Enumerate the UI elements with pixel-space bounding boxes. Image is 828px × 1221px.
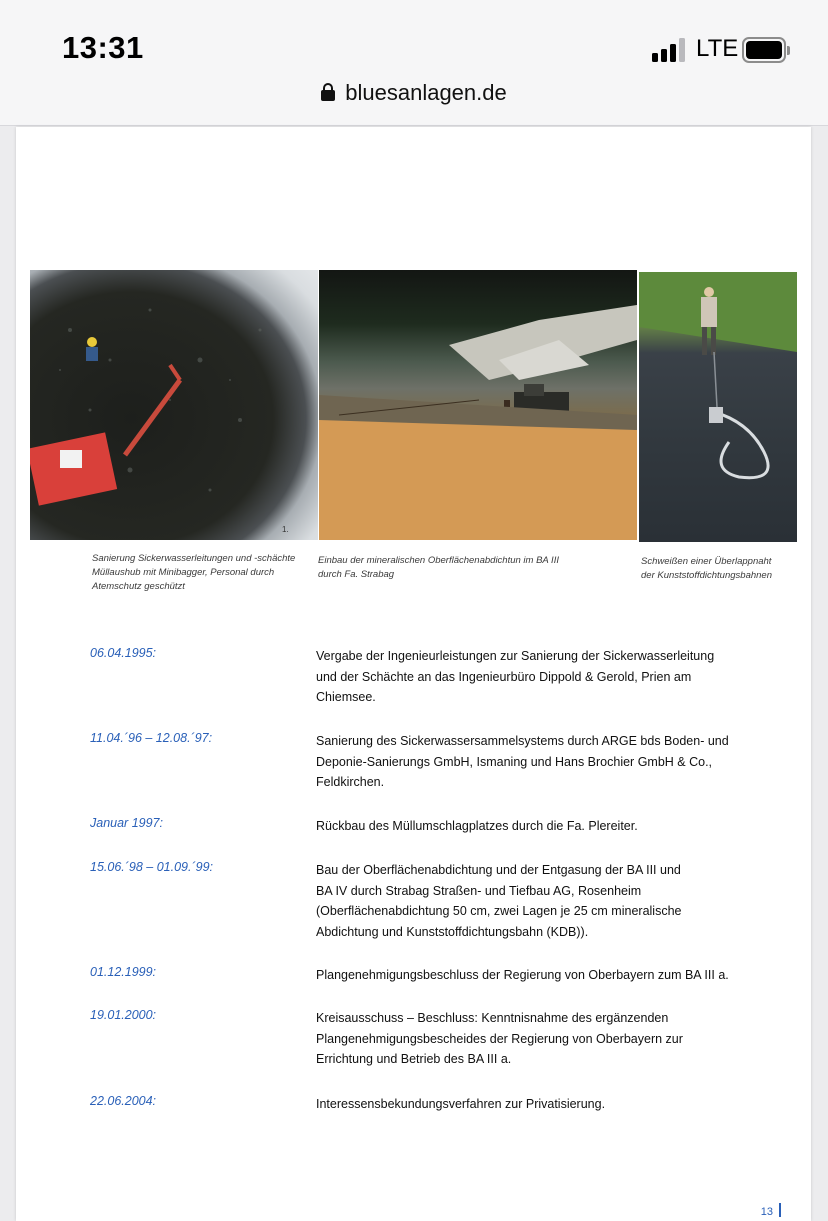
entry-description: Kreisausschuss – Beschluss: Kenntnisnahme des ergänzenden Plangenehmigungsbescheides der Regierung von Oberbayern zur Errichtung und Betrieb des BA III a. [316,1011,683,1066]
browser-top-bar [0,0,828,126]
photo-construction-site [319,270,637,540]
photo-caption: Einbau der mineralischen Oberflächenabdichtun im BA III durch Fa. Strabag [318,555,559,580]
photo-caption: Schweißen einer Überlappnaht der Kunststoffdichtungsbahnen [641,556,772,581]
entry-date: Januar 1997: [90,816,163,830]
photo-welding-membrane [639,272,797,542]
entry-date: 15.06.´98 – 01.09.´99: [90,860,214,874]
svg-text:1.: 1. [282,525,289,534]
address-bar[interactable] [0,80,828,106]
entry-date: 19.01.2000: [90,1008,157,1022]
entry-description: Rückbau des Müllumschlagplatzes durch die Fa. Plereiter. [316,819,638,833]
entry-description: Sanierung des Sickerwassersammelsystems durch ARGE bds Boden- und Deponie-Sanierungs GmbH, Ismaning und Hans Brochier GmbH & Co., Feldkirchen. [316,734,729,789]
page-number: 13 [761,1203,781,1218]
signal-icon [652,38,688,62]
entry-date: 11.04.´96 – 12.08.´97: [90,731,213,745]
entry-description: Bau der Oberflächenabdichtung und der Entgasung der BA III und BA IV durch Strabag Straßen- und Tiefbau AG, Rosenheim (Oberflächenabdichtung 50 cm, zwei Lagen je 25 cm mineralische Abdichtung und Kunststoffdichtungsbahn (KDB)). [316,863,682,939]
lock-icon [321,83,335,101]
photo-shaft-excavator [30,270,318,540]
entry-description: Plangenehmigungsbeschluss der Regierung von Oberbayern zum BA III a. [316,968,729,982]
entry-date: 01.12.1999: [90,965,157,979]
entry-description: Vergabe der Ingenieurleistungen zur Sanierung der Sickerwasserleitung und der Schächte an das Ingenieurbüro Dippold & Gerold, Prien am Chiemsee. [316,649,715,704]
network-type: LTE [696,35,739,62]
status-time: 13:31 [62,30,144,65]
photo-caption: Sanierung Sickerwasserleitungen und -schächte Müllaushub mit Minibagger, Personal durch Atemschutz geschützt [92,553,296,592]
entry-date: 22.06.2004: [90,1094,157,1108]
document-page[interactable] [16,127,811,1221]
entry-description: Interessensbekundungsverfahren zur Privatisierung. [316,1097,606,1111]
entry-date: 06.04.1995: [90,646,157,660]
battery-icon [742,37,790,63]
url-text: bluesanlagen.de [345,80,507,105]
